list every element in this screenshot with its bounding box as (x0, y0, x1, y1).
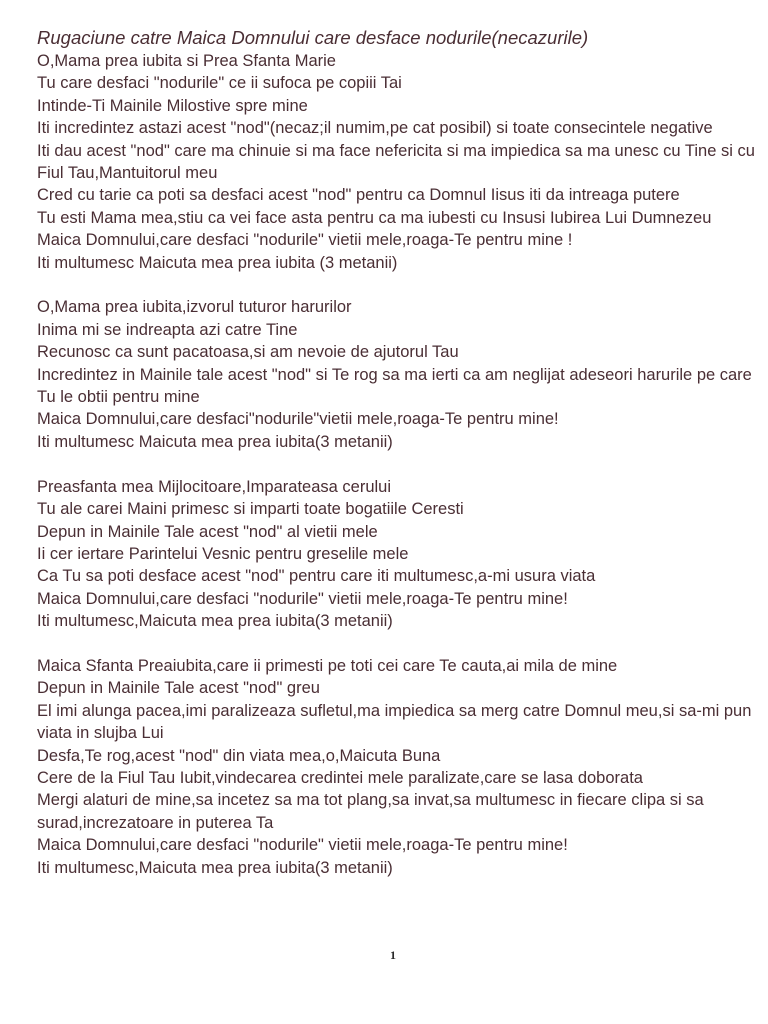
text-line: Cere de la Fiul Tau Iubit,vindecarea credintei mele paralizate,care se lasa doborata (37, 768, 643, 787)
text-line: Maica Domnului,care desfaci "nodurile" vietii mele,roaga-Te pentru mine ! (37, 231, 573, 250)
stanza-1 (37, 50, 755, 274)
prayer-title: Rugaciune catre Maica Domnului care desface nodurile(necazurile) (37, 27, 589, 48)
text-line: Iti multumesc,Maicuta mea prea iubita(3 metanii) (37, 612, 393, 631)
text-line: Incredintez in Mainile tale acest "nod" si Te rog sa ma ierti ca am neglijat adeseori harurile pe care Tu le obtii pentru mine (37, 365, 752, 407)
text-line: O,Mama prea iubita si Prea Sfanta Marie (37, 52, 336, 70)
text-line: Depun in Mainile Tale acest "nod" greu (37, 679, 320, 698)
text-line: Inima mi se indreapta azi catre Tine (37, 320, 298, 339)
page-number: 1 (390, 948, 396, 962)
text-line: Maica Domnului,care desfaci "nodurile" vietii mele,roaga-Te pentru mine! (37, 589, 568, 608)
text-line: Ii cer iertare Parintelui Vesnic pentru greselile mele (37, 544, 409, 563)
stanza-2 (37, 296, 755, 453)
text-line: Maica Sfanta Preaiubita,care ii primesti pe toti cei care Te cauta,ai mila de mine (37, 656, 618, 675)
stanza-3 (37, 476, 755, 633)
text-line: Tu ale carei Maini primesc si imparti toate bogatiile Ceresti (37, 500, 464, 519)
text-line: Iti dau acest "nod" care ma chinuie si ma face nefericita si ma impiedica sa ma unesc cu Tine si cu Fiul Tau,Mantuitorul meu (37, 141, 755, 183)
text-line: Iti multumesc Maicuta mea prea iubita (3 metanii) (37, 253, 398, 272)
text-line: Tu esti Mama mea,stiu ca vei face asta pentru ca ma iubesti cu Insusi Iubirea Lui Dumnezeu (37, 208, 712, 227)
text-line: Desfa,Te rog,acest "nod" din viata mea,o,Maicuta Buna (37, 746, 441, 765)
text-line: Cred cu tarie ca poti sa desfaci acest "nod" pentru ca Domnul Iisus iti da intreaga putere (37, 186, 680, 205)
text-line: Iti multumesc Maicuta mea prea iubita(3 metanii) (37, 432, 393, 451)
text-line: Maica Domnului,care desfaci "nodurile" vietii mele,roaga-Te pentru mine! (37, 836, 568, 855)
text-line: Depun in Mainile Tale acest "nod" al vietii mele (37, 522, 378, 541)
text-line: O,Mama prea iubita,izvorul tuturor harurilor (37, 298, 352, 317)
text-line: Preasfanta mea Mijlocitoare,Imparateasa cerului (37, 477, 392, 496)
text-line: Iti incredintez astazi acest "nod"(necaz;il numim,pe cat posibil) si toate consecintele negative (37, 119, 713, 138)
text-line: Mergi alaturi de mine,sa incetez sa ma tot plang,sa invat,sa multumesc in fiecare clipa si sa surad,increzatoare in puterea Ta (37, 791, 704, 832)
text-line: Iti multumesc,Maicuta mea prea iubita(3 metanii) (37, 858, 393, 877)
stanza-4 (37, 655, 755, 879)
document-body (37, 26, 755, 879)
text-line: Ca Tu sa poti desface acest "nod" pentru care iti multumesc,a-mi usura viata (37, 567, 596, 586)
text-line: Tu care desfaci "nodurile" ce ii sufoca pe copiii Tai (37, 74, 402, 93)
text-line: Maica Domnului,care desfaci"nodurile"vietii mele,roaga-Te pentru mine! (37, 410, 559, 429)
text-line: Recunosc ca sunt pacatoasa,si am nevoie de ajutorul Tau (37, 343, 459, 362)
text-line: Intinde-Ti Mainile Milostive spre mine (37, 96, 308, 115)
text-line: El imi alunga pacea,imi paralizeaza sufletul,ma impiedica sa merg catre Domnul meu,si sa-mi pun viata in slujba Lui (37, 701, 752, 743)
